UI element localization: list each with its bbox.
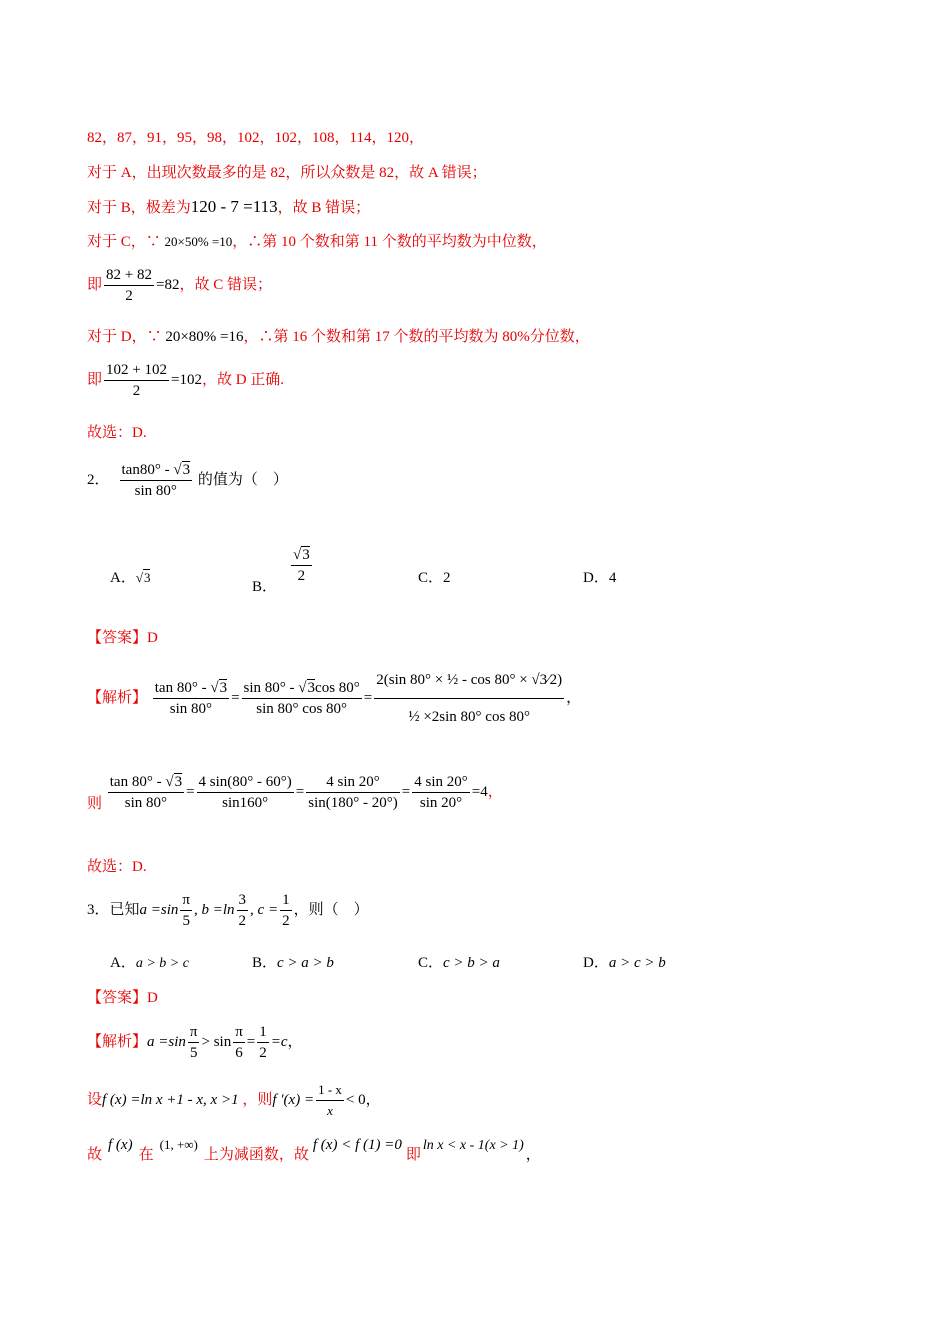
denominator: sin 80° [169, 701, 213, 717]
fraction [104, 265, 154, 306]
option-value: √3 [135, 570, 151, 585]
denominator: 2 [282, 913, 290, 929]
option-label: A． [110, 955, 136, 971]
option-c-analysis [87, 232, 547, 252]
sqrt-term: 3 [143, 570, 151, 585]
denominator: 5 [189, 1045, 198, 1061]
option-a-analysis: 对于 A，出现次数最多的是 82，所以众数是 82，故 A 错误； [87, 165, 487, 181]
median-calc [87, 265, 272, 306]
fraction [188, 1022, 200, 1063]
option-c: C．2 [418, 570, 451, 586]
punct: ， [487, 783, 503, 800]
numerator: sin 80° - √3cos 80° [242, 678, 362, 699]
sqrt-term: 3 [174, 774, 183, 790]
math: =c [270, 1033, 288, 1050]
question-text: ，则（ ） [293, 901, 369, 918]
text: 故 [87, 1147, 103, 1163]
solution-label: 【解析】 [87, 1033, 148, 1050]
option-a [110, 953, 189, 974]
text: ，则 [238, 1091, 273, 1108]
option-value: c > b > a [443, 955, 500, 971]
text: 即 [405, 1147, 421, 1163]
text: 上为减函数，故 [203, 1147, 309, 1163]
term: cos 80° [315, 680, 360, 696]
numerator: tan 80° - √3 [108, 772, 184, 793]
fraction-1 [153, 678, 229, 719]
text: 对于 D，∵ [87, 329, 166, 345]
conclusion [87, 1137, 541, 1166]
solution-2: 【解析】 $\frac{\tan 80^\circ - √3}{\sin 80^\circ}$ = $\frac{\sin 80^\circ - √3\cos 80^\circ}{\sin 80^\circ \cos 80^\circ}$ = $\frac{\text{2(sin 80° × ½ - cos 80° × √3⁄2)}}{\text{½ ×2sin 80° cos 80°}}$ ， [87, 662, 581, 735]
option-d [583, 953, 666, 973]
answer-choice-2: 故选：D. [87, 859, 147, 875]
denominator: sin160° [222, 795, 269, 811]
option-b [252, 953, 334, 973]
percentile-calc [87, 360, 284, 401]
fraction-3 [306, 772, 400, 813]
numerator: π [180, 890, 192, 911]
denominator: sin(180° - 20°) [308, 795, 398, 811]
question-text: 3．已知 [87, 901, 140, 918]
fraction [180, 890, 192, 931]
numerator: 102 + 102 [104, 360, 169, 381]
option-d-analysis [87, 327, 590, 347]
math: (1, +∞) [159, 1137, 198, 1152]
math: f (x) < f (1) =0 [312, 1137, 402, 1153]
result: =4 [471, 783, 488, 800]
text: 即 [87, 276, 103, 293]
fraction-4 [412, 772, 470, 813]
math: , b =ln [193, 901, 235, 918]
text: ，故 B 错误； [277, 200, 371, 216]
answer-3: 【答案】D [87, 990, 158, 1006]
solution-label: 【解析】 [87, 689, 148, 706]
denominator: 2 [125, 288, 133, 304]
math: f (x) =ln x +1 - x, x >1 [102, 1091, 239, 1108]
numerator: π [233, 1022, 245, 1043]
text: ，故 D 正确. [201, 371, 285, 388]
math-median-pos: 20×50% =10 [164, 234, 233, 249]
fraction [237, 890, 249, 931]
option-value: a > c > b [608, 955, 666, 971]
question-2 [87, 460, 288, 501]
math: > sin [201, 1033, 232, 1050]
numerator: π [188, 1022, 200, 1043]
option-c [418, 953, 500, 973]
question-3 [87, 890, 369, 931]
math-range: 120 - 7 =113 [190, 197, 278, 216]
numerator: 1 [280, 890, 292, 911]
math: f ′(x) = [272, 1091, 315, 1108]
numerator: 2(sin 80° × ½ - cos 80° × √3⁄2) [374, 662, 564, 699]
sqrt-term: 3 [182, 462, 191, 478]
function-def [87, 1080, 381, 1121]
punct: ， [525, 1147, 541, 1163]
term: sin 80° - [243, 680, 299, 696]
numerator: 4 sin(80° - 60°) [197, 772, 294, 793]
question-number: 2． [87, 471, 110, 488]
fraction [257, 1022, 269, 1063]
then-label: 则 [87, 795, 103, 812]
numerator: 1 [257, 1022, 269, 1043]
punct: ， [365, 1091, 381, 1108]
fraction [291, 545, 312, 586]
numerator: 4 sin 20° [306, 772, 400, 793]
math: < 0 [345, 1091, 366, 1108]
option-label: A． [110, 570, 136, 586]
solution-2-continued: 则 $\frac{\tan 80^\circ - √3}{\sin 80^\circ}$ = $\frac{4 \sin(80^\circ - 60^\circ)}{\sin 160^\circ}$ = $\frac{4 \sin 20^\circ}{\sin(180^\circ - 20^\circ)}$ = $\frac{4 \sin 20^\circ}{\sin 20^\circ}$ =4， [87, 774, 503, 812]
text: 即 [87, 371, 103, 388]
text: 对于 B，极差为 [87, 200, 191, 216]
solution-3 [87, 1022, 303, 1063]
fraction-2 [242, 678, 362, 719]
denominator: 6 [235, 1045, 243, 1061]
option-label: D． [583, 955, 609, 971]
question-text: 的值为（ ） [194, 471, 288, 488]
fraction [233, 1022, 245, 1063]
numerator: tan80° - √3 [120, 460, 193, 481]
denominator: sin 80° [124, 795, 168, 811]
fraction [316, 1080, 344, 1121]
punct: ， [566, 689, 582, 706]
math-result: =82 [155, 276, 180, 293]
math: f (x) [108, 1137, 133, 1153]
math: , c = [250, 901, 279, 918]
option-label: C． [418, 955, 444, 971]
denominator: 2 [132, 383, 141, 399]
text: 设 [87, 1091, 103, 1108]
fraction-1 [108, 772, 184, 813]
numerator: 1 - x [316, 1080, 344, 1101]
fraction [104, 360, 169, 401]
numerator: 82 + 82 [104, 265, 154, 286]
numerator: tan 80° - √3 [153, 678, 229, 699]
math: ln x < x - 1(x > 1) [422, 1138, 524, 1153]
text: 对于 C，∵ [87, 234, 165, 250]
math: = [246, 1033, 256, 1050]
option-value: c > a > b [277, 955, 334, 971]
denominator: 2 [297, 568, 306, 584]
option-value: a > b > c [135, 956, 189, 971]
denominator: 5 [182, 913, 190, 929]
fraction [280, 890, 292, 931]
text: ，∴第 16 个数和第 17 个数的平均数为 80%分位数， [243, 329, 590, 345]
denominator: sin 20° [419, 795, 463, 811]
denominator: x [327, 1103, 333, 1118]
sqrt-term: 3 [219, 680, 228, 696]
term: tan 80° - [109, 774, 166, 790]
data-list: 82，87，91，95，98，102，102，108，114，120， [87, 130, 424, 146]
denominator: sin 80° cos 80° [256, 701, 348, 717]
math-result: =102 [170, 371, 202, 388]
option-d: D．4 [583, 570, 617, 586]
fraction [120, 460, 193, 501]
denominator: sin 80° [134, 483, 177, 499]
sqrt-term: 3 [302, 547, 310, 563]
punct: ， [287, 1033, 303, 1050]
option-b-analysis [87, 197, 370, 218]
denominator: 2 [238, 913, 247, 929]
sqrt-term: 3 [307, 680, 316, 696]
text: ，∴第 10 个数和第 11 个数的平均数为中位数， [232, 234, 547, 250]
numerator: 3 [237, 890, 249, 911]
answer-2: 【答案】D [87, 630, 158, 646]
fraction-2 [197, 772, 294, 813]
denominator: ½ ×2sin 80° cos 80° [408, 709, 531, 725]
fraction-3 [374, 662, 564, 735]
text: ，故 C 错误； [179, 276, 272, 293]
math: a =sin [147, 1033, 186, 1050]
answer-choice-1: 故选：D. [87, 425, 147, 441]
option-label: B． [252, 955, 278, 971]
option-b [252, 545, 314, 595]
numerator: √3 [291, 545, 312, 566]
math: a =sin [139, 901, 179, 918]
option-a [110, 568, 150, 588]
text: 在 [138, 1147, 154, 1163]
numerator: 4 sin 20° [412, 772, 470, 793]
option-label: B． [252, 578, 278, 595]
term: tan 80° - [154, 680, 211, 696]
denominator: 2 [259, 1045, 267, 1061]
term: tan80° - [121, 462, 174, 478]
math-percentile-pos: 20×80% =16 [165, 329, 244, 345]
